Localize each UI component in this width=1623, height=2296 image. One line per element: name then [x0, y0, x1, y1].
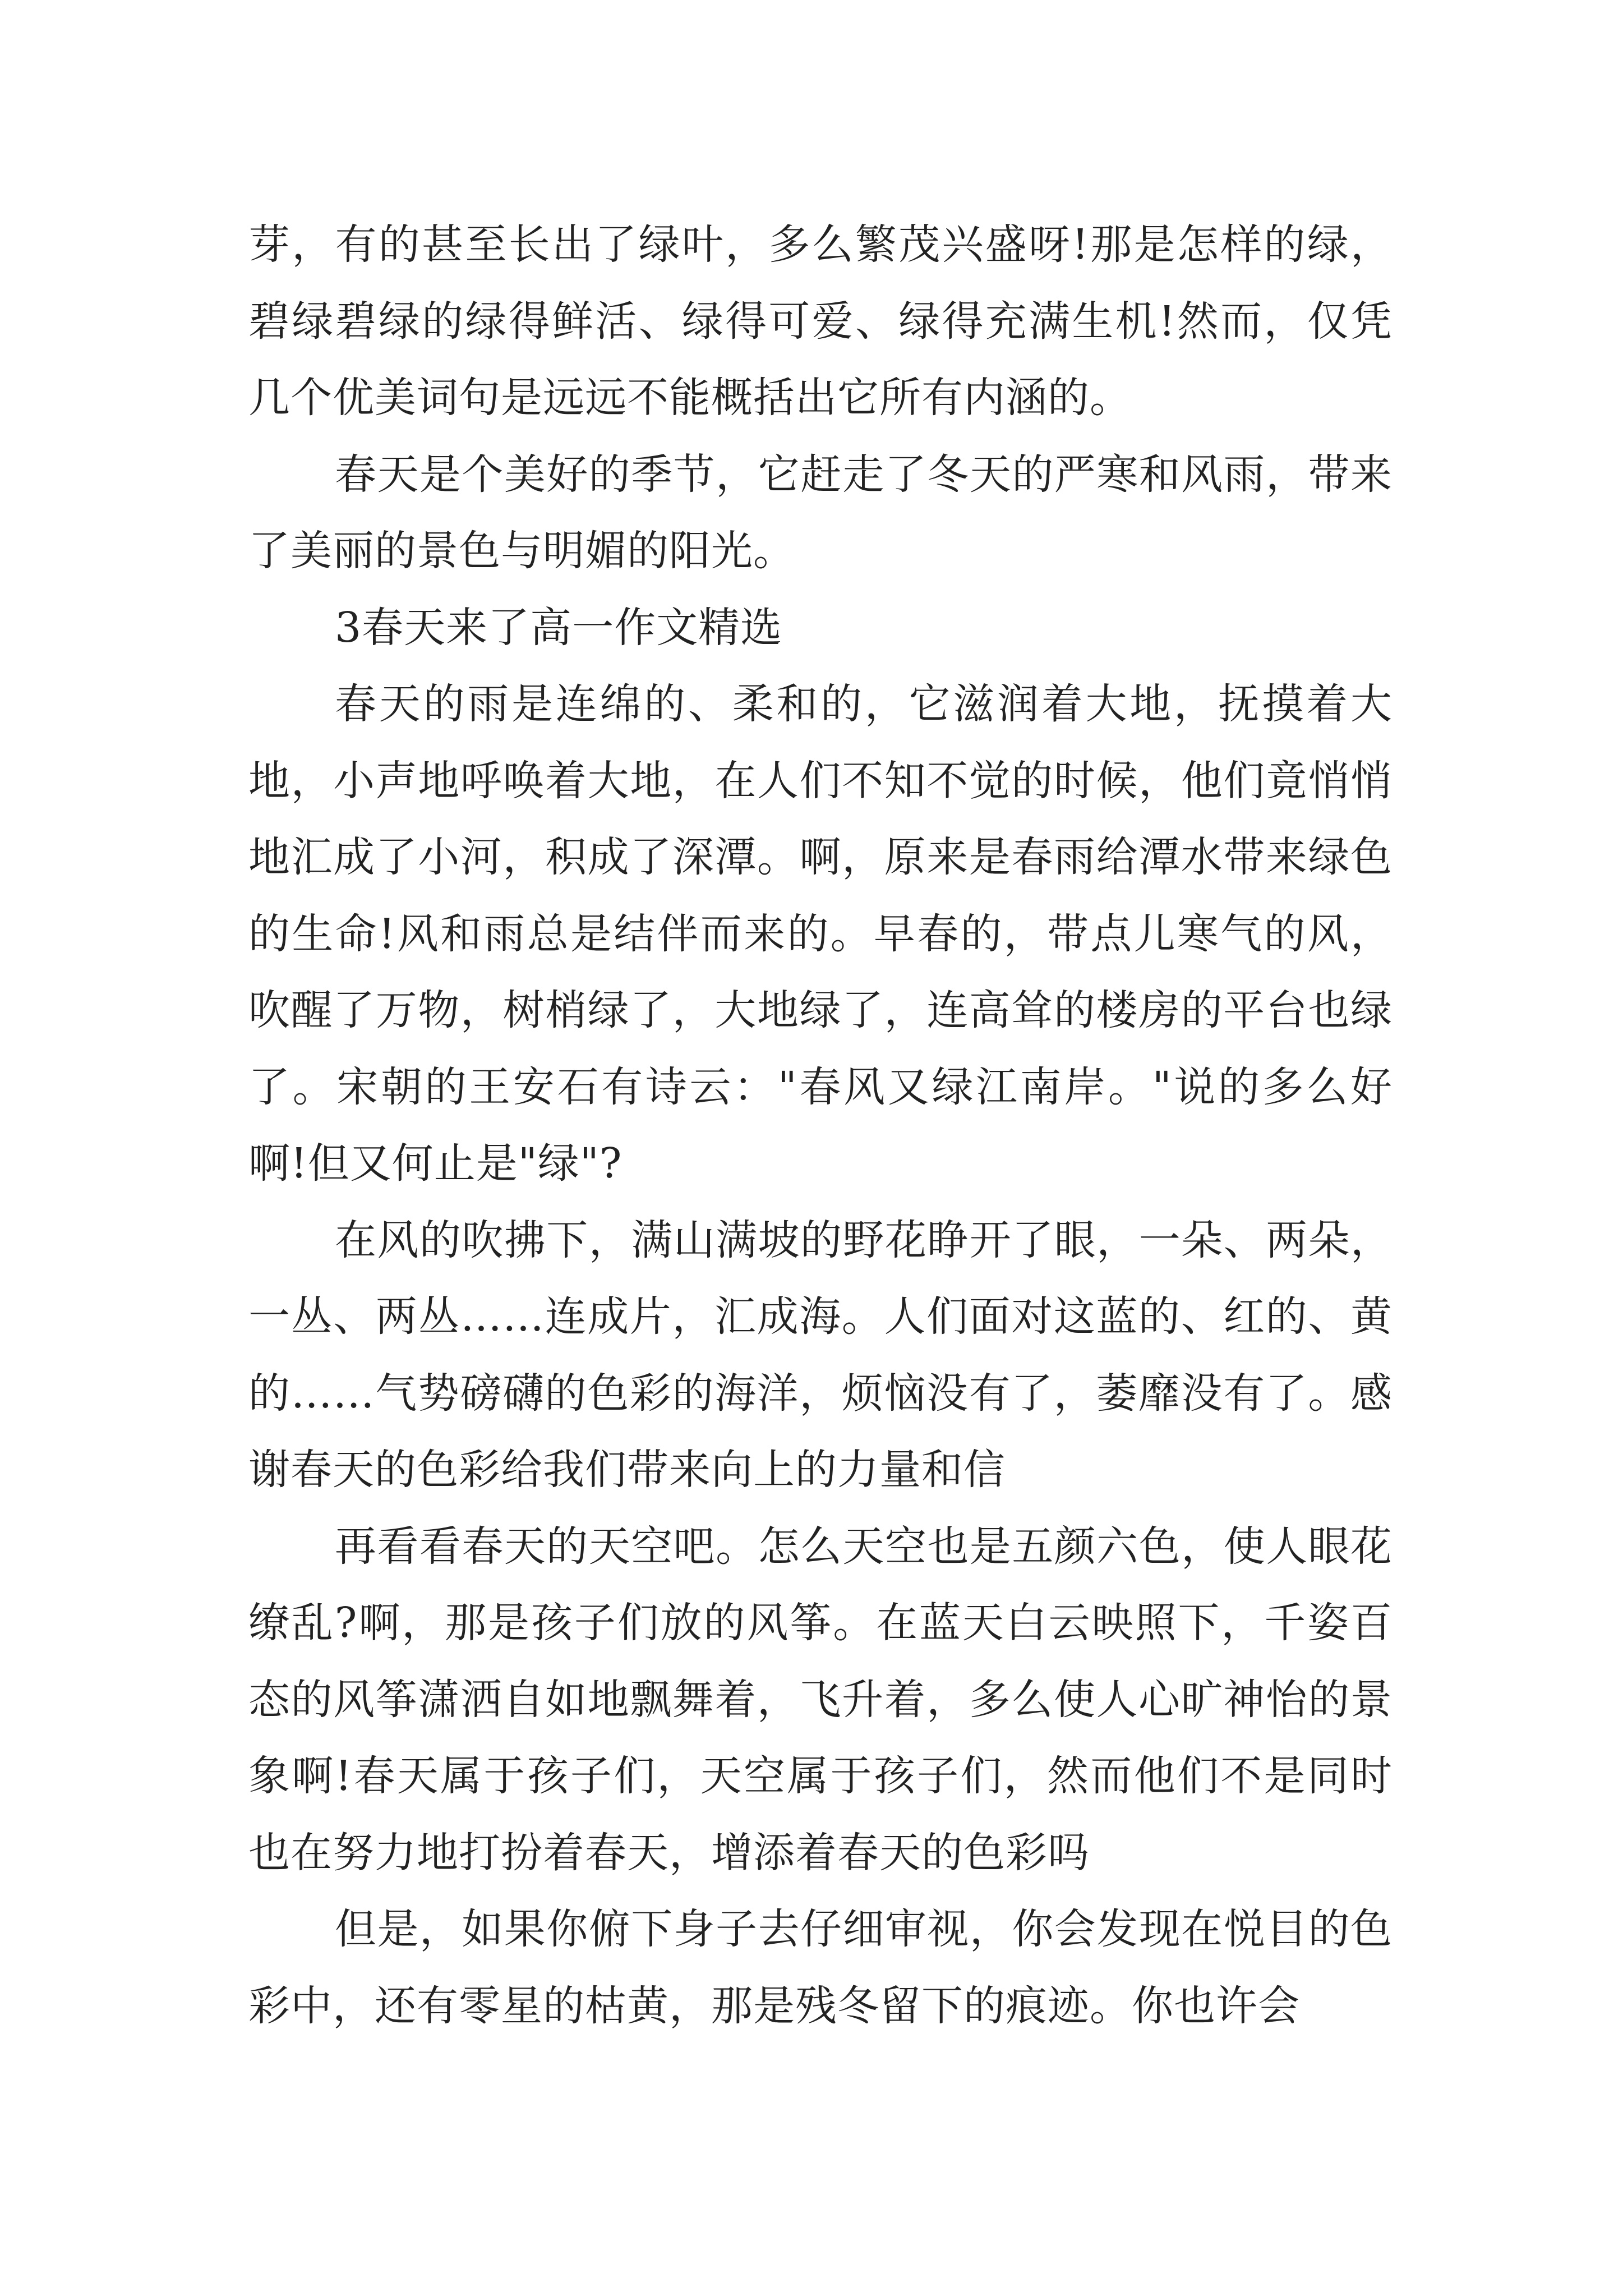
- paragraph-wildflowers: 在风的吹拂下，满山满坡的野花睁开了眼，一朵、两朵，一丛、两丛……连成片，汇成海。人们面对这蓝的、红的、黄的……气势磅礴的色彩的海洋，烦恼没有了，萎靡没有了。感谢春天的色彩给我们带来向上的力量和信: [248, 1216, 1393, 1494]
- paragraph-spring-sky: 再看看春天的天空吧。怎么天空也是五颜六色，使人眼花缭乱?啊，那是孩子们放的风筝。在蓝天白云映照下，千姿百态的风筝潇洒自如地飘舞着，飞升着，多么使人心旷神怡的景象啊!春天属于孩子们，天空属于孩子们，然而他们不是同时也在努力地打扮着春天，增添着春天的色彩吗: [248, 1522, 1393, 1877]
- document-body: [248, 206, 1393, 2044]
- paragraph-spring-rain: 春天的雨是连绵的、柔和的，它滋润着大地，抚摸着大地，小声地呼唤着大地，在人们不知不觉的时候，他们竟悄悄地汇成了小河，积成了深潭。啊，原来是春雨给潭水带来绿色的生命!风和雨总是结伴而来的。早春的，带点儿寒气的风，吹醒了万物，树梢绿了，大地绿了，连高耸的楼房的平台也绿了。宋朝的王安石有诗云："春风又绿江南岸。"说的多么好啊!但又何止是"绿"?: [248, 680, 1393, 1188]
- paragraph-continuation: 芽，有的甚至长出了绿叶，多么繁茂兴盛呀!那是怎样的绿，碧绿碧绿的绿得鲜活、绿得可爱、绿得充满生机!然而，仅凭几个优美词句是远远不能概括出它所有内涵的。: [248, 220, 1393, 422]
- section-heading: 3春天来了高一作文精选: [335, 603, 783, 652]
- paragraph-closing: 但是，如果你俯下身子去仔细审视，你会发现在悦目的色彩中，还有零星的枯黄，那是残冬留下的痕迹。你也许会: [248, 1905, 1393, 2030]
- paragraph-spring-season: 春天是个美好的季节，它赶走了冬天的严寒和风雨，带来了美丽的景色与明媚的阳光。: [248, 450, 1393, 575]
